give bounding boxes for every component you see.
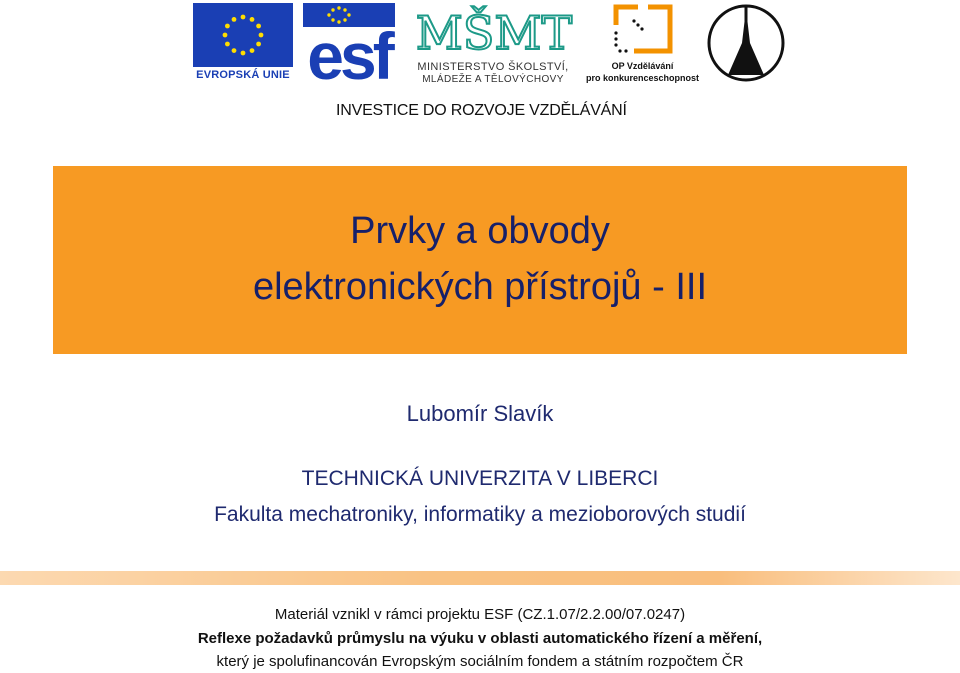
msmt-line-2: MLÁDEŽE A TĚLOVÝCHOVY: [422, 74, 564, 85]
author-name: Lubomír Slavík: [406, 401, 554, 426]
faculty-name: Fakulta mechatroniky, informatiky a mezioborových studií: [214, 503, 746, 526]
op-line-1: OP Vzdělávání: [611, 61, 674, 71]
title-line-2: elektronických přístrojů - III: [252, 266, 708, 308]
op-line-2: pro konkurenceschopnost: [585, 73, 700, 83]
eu-flag-icon: [193, 3, 293, 67]
university-name: TECHNICKÁ UNIVERZITA V LIBERCI: [301, 467, 659, 490]
msmt-line-1: MINISTERSTVO ŠKOLSTVÍ,: [417, 61, 569, 73]
footer-reflection-line: Reflexe požadavků průmyslu na výuku v oblasti automatického řízení a měření,: [197, 630, 763, 647]
eu-caption: EVROPSKÁ UNIE: [196, 69, 290, 81]
esf-wordmark: esf: [307, 19, 391, 93]
msmt-monogram-icon: [415, 3, 573, 60]
esf-logo: [303, 3, 395, 93]
op-logo: [585, 3, 700, 85]
title-box: [53, 166, 907, 354]
investment-banner-text: INVESTICE DO ROZVOJE VZDĚLÁVÁNÍ: [336, 102, 627, 119]
tul-university-logo: [706, 3, 786, 83]
divider-bar: [0, 571, 960, 585]
svg-text:MŠMT: MŠMT: [415, 6, 573, 60]
title-line-1: Prvky a obvody: [350, 210, 610, 252]
msmt-logo: [403, 3, 583, 83]
footer-funding-line: který je spolufinancován Evropským sociálním fondem a státním rozpočtem ČR: [216, 653, 744, 670]
op-emblem-icon: [610, 3, 676, 61]
eu-logo: [193, 3, 293, 83]
footer-project-line: Materiál vznikl v rámci projektu ESF (CZ.1.07/2.2.00/07.0247): [274, 606, 686, 623]
